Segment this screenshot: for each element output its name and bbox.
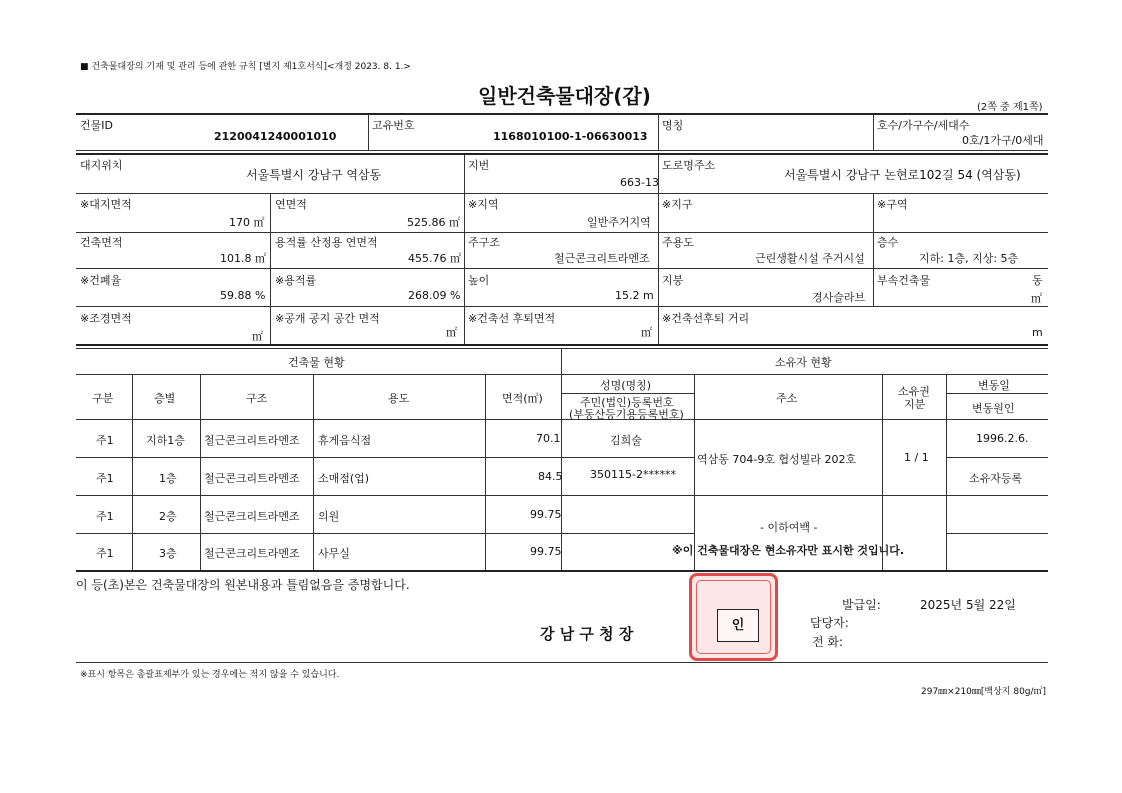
building-status-title: 건축물 현황	[288, 356, 345, 369]
row-use: 의원	[318, 510, 340, 523]
row-divider	[76, 232, 1048, 233]
bcr-label: ※건폐율	[80, 274, 122, 287]
site-label: 대지위치	[80, 159, 123, 172]
landscape-unit: ㎡	[252, 330, 263, 343]
far-label: ※용적률	[275, 274, 317, 287]
lot-value: 663-13	[620, 176, 659, 189]
far-value: 268.09 %	[408, 289, 461, 302]
col-divider	[946, 374, 947, 570]
annex-area-unit: ㎡	[1031, 292, 1042, 305]
col-area: 면적(㎡)	[502, 392, 543, 405]
row-structure: 철근콘크리트라멘조	[204, 472, 300, 485]
table-row-line	[76, 457, 694, 458]
col-use: 용도	[388, 392, 410, 405]
owner-notice: ※이 건축물대장은 현소유자만 표시한 것입니다.	[672, 544, 905, 557]
change-date: 1996.2.6.	[976, 432, 1029, 445]
row-area: 70.1	[536, 432, 561, 445]
sector-label: ※구역	[877, 198, 908, 211]
regulation-text: ■ 건축물대장의 기재 및 관리 등에 관한 규칙 [별지 제1호서식]<개정 2023. 8. 1.>	[80, 62, 411, 72]
name-label: 명칭	[662, 119, 684, 132]
annex-label: 부속건축물	[877, 274, 931, 287]
unique-no-value: 1168010100-1-06630013	[493, 130, 648, 143]
certify-text: 이 등(초)본은 건축물대장의 원본내용과 틀림없음을 증명합니다.	[76, 578, 410, 592]
issue-date-value: 2025년 5월 22일	[920, 598, 1016, 612]
units-label: 호수/가구수/세대수	[877, 119, 970, 132]
col-divider	[464, 193, 465, 344]
row-area: 99.75	[530, 508, 562, 521]
table-row-line	[76, 533, 561, 534]
zone-label: ※지역	[468, 198, 499, 211]
col-owner-id: 주민(법인)등록번호	[580, 396, 674, 409]
road-value: 서울특별시 강남구 논현로102길 54 (역삼동)	[784, 168, 1021, 182]
row-structure: 철근콘크리트라멘조	[204, 434, 300, 447]
units-value: 0호/1가구/0세대	[962, 134, 1044, 147]
col-divider	[132, 374, 133, 570]
landscape-label: ※조경면적	[80, 312, 132, 325]
setback-area-label: ※건축선 후퇴면적	[468, 312, 556, 325]
far-area-label: 용적률 산정용 연면적	[275, 236, 378, 249]
row-div: 주1	[96, 547, 114, 560]
phone-label: 전 화:	[812, 635, 844, 649]
table-row-line	[76, 495, 1048, 496]
owner-id: 350115-2******	[590, 468, 676, 481]
blank-note: - 이하여백 -	[760, 521, 818, 534]
row-divider	[76, 268, 1048, 269]
floors-label: 층수	[877, 236, 899, 249]
row-divider	[76, 153, 1048, 155]
row-area: 99.75	[530, 545, 562, 558]
owner-name: 김희술	[610, 434, 642, 447]
col-divider	[694, 374, 695, 570]
table-header-bottom	[76, 419, 1048, 420]
main-use-label: 주용도	[662, 236, 694, 249]
col-divider	[485, 374, 486, 570]
row-use: 소매점(업)	[318, 472, 370, 485]
setback-area-unit: ㎡	[641, 326, 652, 339]
total-area-value: 525.86 ㎡	[407, 216, 460, 229]
row-floor: 1층	[159, 472, 177, 485]
annex-unit: 동	[1032, 274, 1043, 287]
col-change-date: 변동일	[978, 379, 1010, 392]
row-use: 사무실	[318, 547, 350, 560]
row-div: 주1	[96, 472, 114, 485]
structure-value: 철근콘크리트라멘조	[554, 252, 650, 265]
col-owner-name: 성명(명칭)	[600, 379, 652, 392]
col-divider	[658, 114, 659, 151]
row-structure: 철근콘크리트라멘조	[204, 510, 300, 523]
table-row-line	[946, 533, 1048, 534]
col-divider	[464, 155, 465, 193]
col-change-reason: 변동원인	[972, 402, 1015, 415]
col-div: 구분	[92, 392, 114, 405]
row-div: 주1	[96, 434, 114, 447]
section-header-line	[76, 374, 1048, 375]
page-indicator: (2쪽 중 제1쪽)	[977, 102, 1043, 113]
open-space-label: ※공개 공지 공간 면적	[275, 312, 380, 325]
total-area-label: 연면적	[275, 198, 307, 211]
section-divider	[76, 344, 1048, 346]
site-area-label: ※대지면적	[80, 198, 132, 211]
row-structure: 철근콘크리트라멘조	[204, 547, 300, 560]
table-row-line	[946, 457, 1048, 458]
far-area-value: 455.76 ㎡	[408, 252, 461, 265]
row-floor: 2층	[159, 510, 177, 523]
row-floor: 3층	[159, 547, 177, 560]
change-subheader-line	[946, 393, 1048, 394]
building-id-label: 건물ID	[80, 119, 113, 132]
building-area-value: 101.8 ㎡	[220, 252, 266, 265]
paper-spec: 297㎜×210㎜[백상지 80g/㎡]	[921, 687, 1047, 697]
issuing-office: 강 남 구 청 장	[540, 625, 634, 643]
col-divider	[313, 374, 314, 570]
col-divider	[873, 193, 874, 306]
table-row-line	[561, 533, 694, 534]
row-use: 휴게음식점	[318, 434, 372, 447]
change-reason: 소유자등록	[969, 472, 1023, 485]
clerk-label: 담당자:	[810, 616, 849, 630]
document-title: 일반건축물대장(갑)	[478, 84, 651, 108]
col-divider	[270, 193, 271, 344]
roof-label: 지붕	[662, 274, 684, 287]
col-divider	[882, 374, 883, 570]
top-border	[76, 113, 1048, 115]
row-divider	[76, 193, 1048, 194]
col-divider	[873, 114, 874, 151]
setback-dist-label: ※건축선후퇴 거리	[662, 312, 750, 325]
roof-value: 경사슬라브	[812, 291, 866, 304]
bcr-value: 59.88 %	[220, 289, 266, 302]
site-value: 서울특별시 강남구 역삼동	[246, 168, 382, 182]
col-structure: 구조	[246, 392, 268, 405]
structure-label: 주구조	[468, 236, 500, 249]
section-top	[76, 348, 1048, 349]
setback-dist-unit: m	[1032, 326, 1043, 339]
road-label: 도로명주소	[662, 159, 716, 172]
floors-value: 지하: 1층, 지상: 5층	[919, 252, 1019, 265]
col-share: 소유권	[898, 385, 930, 398]
table-bottom	[76, 570, 1048, 572]
col-share2: 지분	[904, 398, 926, 411]
col-floor: 층별	[154, 392, 176, 405]
unique-no-label: 고유번호	[372, 119, 415, 132]
lot-label: 지번	[468, 159, 490, 172]
main-use-value: 근린생활시설 주거시설	[755, 252, 865, 265]
building-area-label: 건축면적	[80, 236, 123, 249]
col-divider	[200, 374, 201, 570]
issue-date-label: 발급일:	[842, 598, 881, 612]
owner-address: 역삼동 704-9호 협성빌라 202호	[697, 453, 857, 466]
col-divider	[658, 193, 659, 344]
row-divider	[76, 150, 1048, 151]
district-label: ※지구	[662, 198, 693, 211]
owner-status-title: 소유자 현황	[775, 356, 832, 369]
row-div: 주1	[96, 510, 114, 523]
site-area-value: 170 ㎡	[229, 216, 265, 229]
seal-mark: 인	[717, 609, 759, 642]
building-id-value: 2120041240001010	[214, 130, 337, 143]
open-space-unit: ㎡	[446, 326, 457, 339]
col-divider	[368, 114, 369, 151]
row-divider	[76, 306, 1048, 307]
row-floor: 지하1층	[146, 434, 185, 447]
height-label: 높이	[468, 274, 490, 287]
zone-value: 일반주거지역	[587, 216, 651, 229]
col-address: 주소	[776, 392, 798, 405]
footnote: ※표시 항목은 총괄표제부가 있는 경우에는 적지 않을 수 있습니다.	[80, 670, 340, 680]
row-area: 84.5	[538, 470, 563, 483]
height-value: 15.2 m	[615, 289, 654, 302]
owner-share: 1 / 1	[904, 451, 929, 464]
col-owner-id2: (부동산등기용등록번호)	[569, 408, 684, 421]
section-split	[561, 348, 562, 570]
footer-line	[76, 662, 1048, 663]
